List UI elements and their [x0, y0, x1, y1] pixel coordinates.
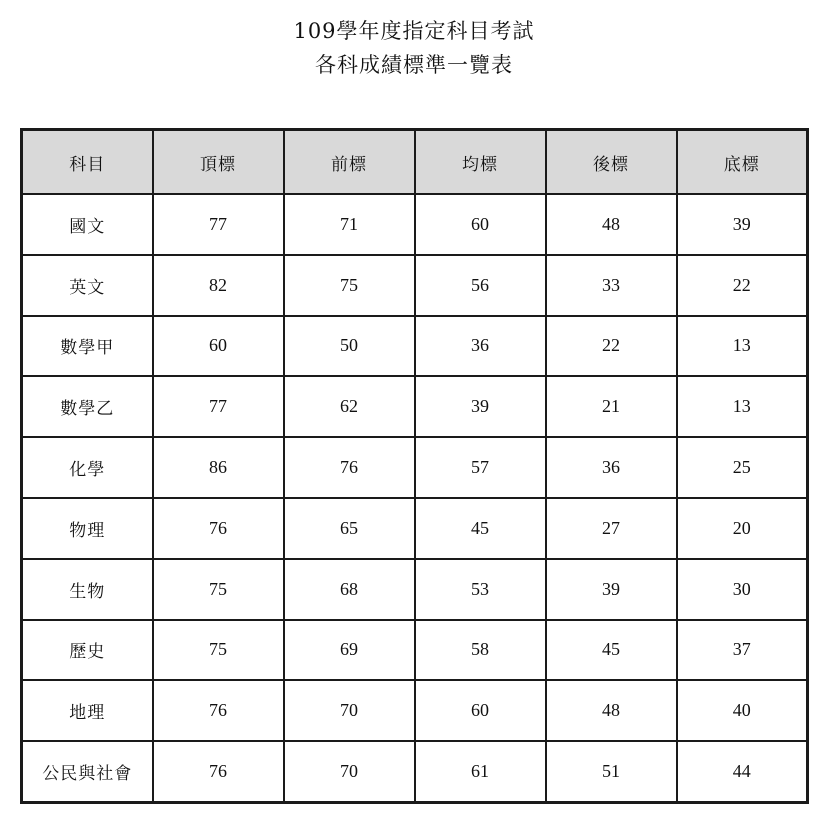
- table-cell: 39: [415, 376, 546, 437]
- table-row: [22, 194, 808, 255]
- table-cell: 65: [284, 498, 415, 559]
- table-cell: 70: [284, 741, 415, 802]
- table-cell: 60: [153, 316, 284, 377]
- table-cell: 75: [284, 255, 415, 316]
- table-cell: 76: [153, 680, 284, 741]
- table-row: [22, 316, 808, 377]
- table-cell: 22: [677, 255, 808, 316]
- table-cell: 39: [546, 559, 677, 620]
- table-header-row: [22, 130, 808, 195]
- subject-cell: 化學: [22, 437, 153, 498]
- table-cell: 50: [284, 316, 415, 377]
- table-cell: 76: [153, 498, 284, 559]
- table-cell: 33: [546, 255, 677, 316]
- table-row: [22, 437, 808, 498]
- document-title: [0, 14, 828, 82]
- table-row: [22, 741, 808, 802]
- table-cell: 25: [677, 437, 808, 498]
- subject-cell: 歷史: [22, 620, 153, 681]
- table-cell: 27: [546, 498, 677, 559]
- table-cell: 77: [153, 376, 284, 437]
- subject-cell: 地理: [22, 680, 153, 741]
- subject-cell: 國文: [22, 194, 153, 255]
- table-cell: 20: [677, 498, 808, 559]
- table-row: [22, 559, 808, 620]
- table-cell: 48: [546, 194, 677, 255]
- table-cell: 22: [546, 316, 677, 377]
- header-bottom-standard: 底標: [677, 130, 808, 195]
- subject-cell: 生物: [22, 559, 153, 620]
- table-cell: 75: [153, 559, 284, 620]
- table-row: [22, 376, 808, 437]
- table-row: [22, 620, 808, 681]
- subject-cell: 數學乙: [22, 376, 153, 437]
- table-cell: 45: [415, 498, 546, 559]
- subject-cell: 公民與社會: [22, 741, 153, 802]
- table-cell: 40: [677, 680, 808, 741]
- table-cell: 86: [153, 437, 284, 498]
- table-cell: 58: [415, 620, 546, 681]
- table-cell: 76: [284, 437, 415, 498]
- table-row: [22, 680, 808, 741]
- table-cell: 30: [677, 559, 808, 620]
- score-standards-table: [20, 128, 809, 804]
- table-cell: 68: [284, 559, 415, 620]
- table-cell: 60: [415, 194, 546, 255]
- header-top-standard: 頂標: [153, 130, 284, 195]
- header-average-standard: 均標: [415, 130, 546, 195]
- table-cell: 75: [153, 620, 284, 681]
- table-cell: 36: [546, 437, 677, 498]
- table-cell: 69: [284, 620, 415, 681]
- table-cell: 77: [153, 194, 284, 255]
- table-cell: 39: [677, 194, 808, 255]
- table-cell: 21: [546, 376, 677, 437]
- table-cell: 82: [153, 255, 284, 316]
- table-row: [22, 255, 808, 316]
- table-cell: 48: [546, 680, 677, 741]
- subject-cell: 數學甲: [22, 316, 153, 377]
- title-line-1: 109學年度指定科目考試: [293, 19, 535, 43]
- table-cell: 37: [677, 620, 808, 681]
- table-cell: 62: [284, 376, 415, 437]
- header-front-standard: 前標: [284, 130, 415, 195]
- table-cell: 56: [415, 255, 546, 316]
- table-cell: 60: [415, 680, 546, 741]
- table-cell: 70: [284, 680, 415, 741]
- table-cell: 36: [415, 316, 546, 377]
- table-cell: 71: [284, 194, 415, 255]
- table-cell: 44: [677, 741, 808, 802]
- table-cell: 51: [546, 741, 677, 802]
- table-cell: 61: [415, 741, 546, 802]
- subject-cell: 物理: [22, 498, 153, 559]
- table-cell: 13: [677, 376, 808, 437]
- table-cell: 13: [677, 316, 808, 377]
- table-cell: 45: [546, 620, 677, 681]
- table-cell: 53: [415, 559, 546, 620]
- table-cell: 57: [415, 437, 546, 498]
- title-line-2: 各科成績標準一覽表: [315, 53, 513, 77]
- table-cell: 76: [153, 741, 284, 802]
- subject-cell: 英文: [22, 255, 153, 316]
- table-row: [22, 498, 808, 559]
- header-back-standard: 後標: [546, 130, 677, 195]
- header-subject: 科目: [22, 130, 153, 195]
